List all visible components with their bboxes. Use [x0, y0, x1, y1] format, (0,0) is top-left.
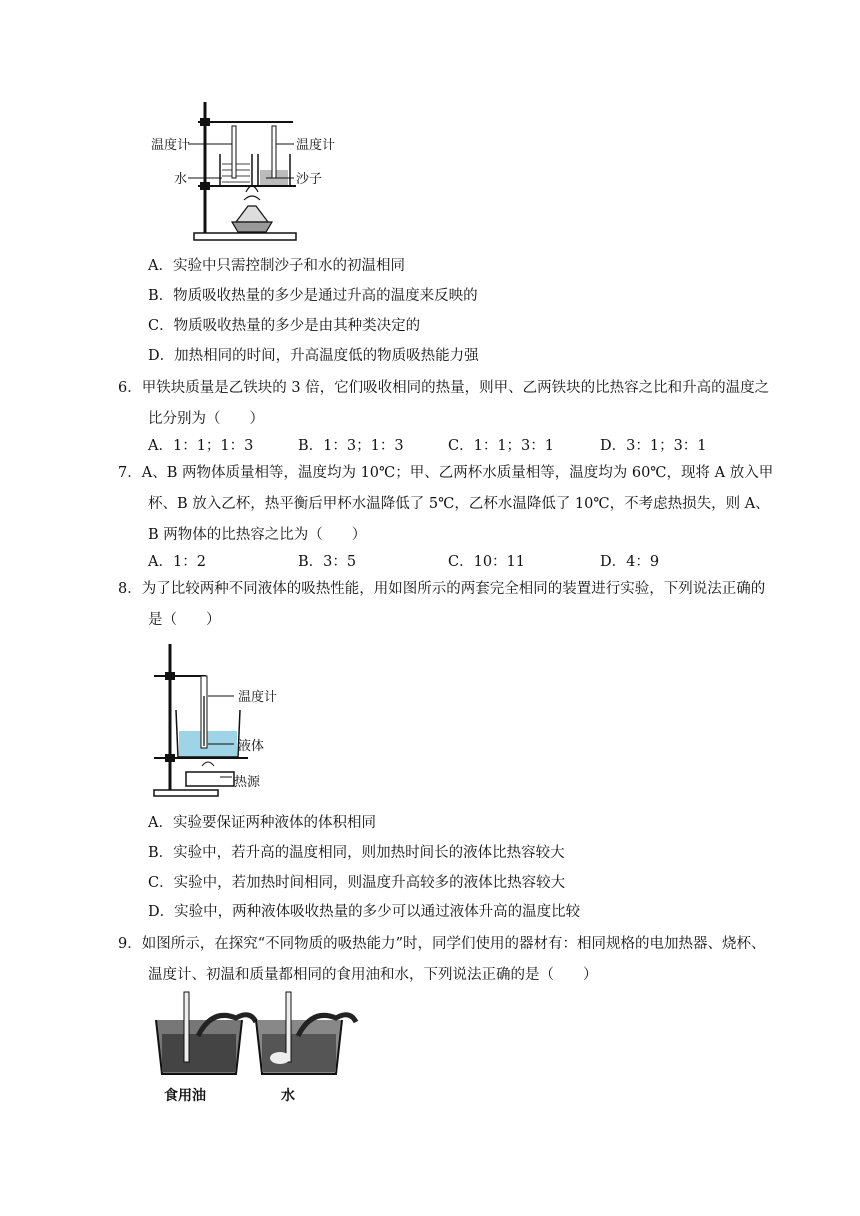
q8-option-c: C．实验中，若加热时间相同，则温度升高较多的液体比热容较大	[148, 875, 566, 891]
q5-option-c: C．物质吸收热量的多少是由其种类决定的	[148, 318, 421, 334]
figure-water-sand-apparatus	[148, 96, 348, 246]
label-heat-source: 热源	[234, 775, 261, 790]
q7-option-c: C．10：11	[448, 554, 525, 570]
q5-option-a: A．实验中只需控制沙子和水的初温相同	[148, 258, 405, 274]
q5-option-b: B．物质吸收热量的多少是通过升高的温度来反映的	[148, 288, 478, 304]
question-stem: 如图所示，在探究“不同物质的吸热能力”时，同学们使用的器材有：相同规格的电加热器、烧杯、温度计、初温和质量都相同的食用油和水，下列说法正确的是（ ）	[141, 936, 766, 983]
question-7	[118, 458, 776, 551]
question-number: 6．	[118, 380, 142, 396]
q6-option-d: D．3：1；3：1	[600, 438, 707, 454]
q6-option-b: B．1：3；1：3	[298, 438, 404, 454]
label-thermometer: 温度计	[238, 690, 278, 705]
q6-option-a: A．1：1；1：3	[148, 438, 254, 454]
q7-option-b: B．3：5	[298, 554, 357, 570]
label-thermometer-right: 温度计	[296, 138, 336, 153]
q7-option-a: A．1：2	[148, 554, 206, 570]
question-stem: 为了比较两种不同液体的吸热性能，用如图所示的两套完全相同的装置进行实验，下列说法正确的是（ ）	[141, 581, 766, 628]
q8-option-d: D．实验中，两种液体吸收热量的多少可以通过液体升高的温度比较	[148, 904, 581, 920]
label-liquid: 液体	[238, 739, 265, 754]
question-9	[118, 929, 776, 991]
q5-option-d: D．加热相同的时间，升高温度低的物质吸热能力强	[148, 348, 479, 364]
q7-option-d: D．4：9	[600, 554, 660, 570]
q8-option-a: A．实验要保证两种液体的体积相同	[148, 815, 376, 831]
question-8	[118, 574, 776, 636]
question-6	[118, 373, 776, 435]
label-sand: 沙子	[296, 172, 323, 187]
label-water: 水	[174, 172, 188, 187]
label-thermometer-left: 温度计	[151, 138, 191, 153]
figure-oil-water-beakers	[152, 988, 362, 1108]
question-number: 7．	[118, 465, 142, 481]
question-stem: 甲铁块质量是乙铁块的 3 倍，它们吸收相同的热量，则甲、乙两铁块的比热容之比和升高的温度之比分别为（ ）	[141, 380, 770, 427]
question-number: 9．	[118, 936, 142, 952]
label-oil: 食用油	[164, 1088, 206, 1104]
figure-liquid-apparatus	[148, 640, 298, 802]
label-water: 水	[281, 1088, 295, 1104]
q8-option-b: B．实验中，若升高的温度相同，则加热时间长的液体比热容较大	[148, 845, 565, 861]
q6-option-c: C．1：1；3：1	[448, 438, 554, 454]
question-stem: A、B 两物体质量相等，温度均为 10℃；甲、乙两杯水质量相等，温度均为 60℃，现将 A 放入甲杯、B 放入乙杯，热平衡后甲杯水温降低了 5℃，乙杯水温降低了 10℃，不考虑热损失，则 A、B 两物体的比热容之比为（ ）	[141, 465, 774, 543]
question-number: 8．	[118, 581, 142, 597]
